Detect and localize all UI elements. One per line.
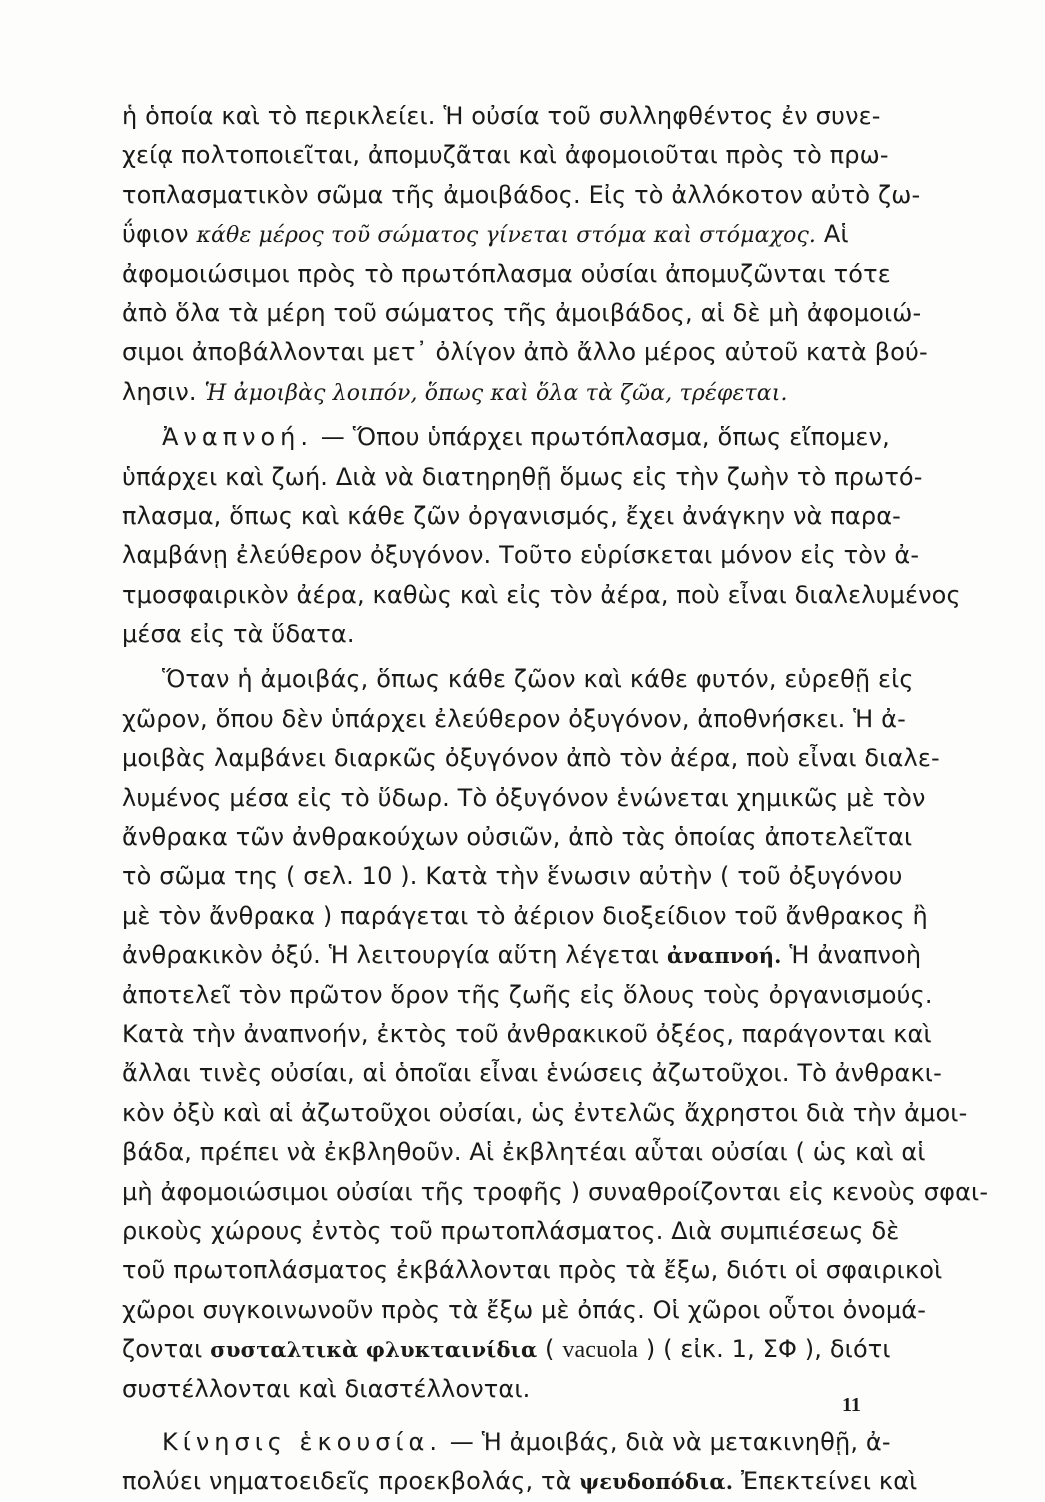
text-line bbox=[122, 458, 923, 497]
text-line bbox=[122, 739, 940, 778]
text-run: μοιβὰς λαμβάνει διαρκῶς ὀξυγόνον ἀπὸ τὸν ἀέρα, ποὺ εἶναι διαλε- bbox=[122, 744, 940, 773]
text-run: κάθε μέρος τοῦ σώματος γίνεται στόμα καὶ στόμαχος. bbox=[196, 223, 817, 249]
text-run: ἡ ὁποία καὶ τὸ περικλείει. Ἡ οὐσία τοῦ συλληφθέντος ἐν συνε- bbox=[122, 102, 881, 130]
text-run: λυμένος μέσα εἰς τὸ ὕδωρ. Τὸ ὀξυγόνον ἑνώνεται χημικῶς μὲ τὸν bbox=[122, 783, 926, 812]
text-run: — Ὅπου ὑπάρχει πρωτόπλασμα, ὅπως εἴπομεν, bbox=[313, 423, 890, 452]
text-run: ἀνθρακικὸν ὀξύ. Ἡ λειτουργία αὕτη λέγεται bbox=[122, 941, 667, 970]
text-line bbox=[122, 255, 894, 294]
text-run: τοπλασματικὸν σῶμα τῆς ἀμοιβάδος. Εἰς τὸ ἀλλόκοτον αὐτὸ ζω- bbox=[122, 180, 921, 209]
text-line bbox=[122, 1291, 927, 1330]
text-run: ζονται bbox=[122, 1335, 211, 1364]
text-run: Ἡ ἀμοιβὰς λοιπόν, ὅπως καὶ ὅλα τὰ ζῶα, τρέφεται. bbox=[204, 380, 788, 406]
text-line bbox=[122, 97, 894, 136]
text-run: ( bbox=[537, 1335, 563, 1364]
text-line bbox=[122, 779, 926, 818]
text-run: Αἱ bbox=[816, 220, 849, 249]
text-line bbox=[122, 1462, 918, 1501]
text-line bbox=[122, 1094, 968, 1133]
text-run: συσταλτικὰ φλυκταινίδια bbox=[210, 1337, 538, 1363]
page-number: 11 bbox=[842, 1394, 861, 1416]
text-line bbox=[122, 1330, 894, 1369]
text-run: ἄνθρακα τῶν ἀνθρακούχων οὐσιῶν, ἀπὸ τὰς ὁποίας ἀποτελεῖται bbox=[122, 823, 913, 852]
text-line bbox=[122, 897, 928, 936]
text-run: ΰφιον bbox=[122, 220, 197, 249]
text-line bbox=[122, 1173, 989, 1212]
text-line bbox=[122, 536, 920, 575]
text-run: λησιν. bbox=[122, 377, 205, 406]
text-run: μὴ ἀφομοιώσιμοι οὐσίαι τῆς τροφῆς ) συναθροίζονται εἰς κενοὺς σφαι- bbox=[122, 1177, 989, 1206]
text-run: κὸν ὀξὺ καὶ αἱ ἀζωτοῦχοι οὐσίαι, ὡς ἐντελῶς ἄχρηστοι διὰ τὴν ἀμοι- bbox=[122, 1098, 968, 1127]
text-line bbox=[122, 1054, 942, 1093]
text-run: ἀφομοιώσιμοι πρὸς τὸ πρωτόπλασμα οὐσίαι ἀπομυζῶνται τότε bbox=[122, 259, 891, 288]
body-text bbox=[122, 97, 989, 1502]
text-line bbox=[122, 857, 903, 896]
text-run: συστέλλονται καὶ διαστέλλονται. bbox=[122, 1374, 531, 1403]
text-run: Ἀναπνοή. bbox=[162, 423, 314, 452]
text-run: τὸ σῶμα της ( σελ. 10 ). Κατὰ τὴν ἕνωσιν αὐτὴν ( τοῦ ὀξυγόνου bbox=[122, 862, 903, 891]
text-line bbox=[122, 1133, 926, 1172]
text-line bbox=[122, 1212, 900, 1251]
text-run: Ἐπεκτείνει καὶ bbox=[733, 1467, 918, 1496]
text-run: ὑπάρχει καὶ ζωή. Διὰ νὰ διατηρηθῇ ὅμως εἰς τὴν ζωὴν τὸ πρωτό- bbox=[122, 462, 923, 491]
text-run: πολύει νηματοειδεῖς προεκβολάς, τὰ bbox=[122, 1467, 580, 1496]
text-line bbox=[122, 936, 922, 975]
text-run: ψευδοπόδια. bbox=[579, 1469, 734, 1495]
text-run: μέσα εἰς τὰ ὕδατα. bbox=[122, 620, 355, 649]
text-line bbox=[122, 615, 894, 654]
text-line bbox=[122, 1015, 932, 1054]
text-run: τοῦ πρωτοπλάσματος ἐκβάλλονται πρὸς τὰ ἔξω, διότι οἱ σφαιρικοὶ bbox=[122, 1256, 943, 1285]
text-line bbox=[122, 215, 894, 254]
text-run: ἄλλαι τινὲς οὐσίαι, αἱ ὁποῖαι εἶναι ἑνώσεις ἀζωτοῦχοι. Τὸ ἀνθρακι- bbox=[122, 1059, 942, 1088]
text-run: — Ἡ ἀμοιβάς, διὰ νὰ μετακινηθῇ, ἀ- bbox=[442, 1427, 891, 1456]
text-line bbox=[122, 1251, 943, 1290]
text-run: ἀναπνοή. bbox=[666, 943, 782, 969]
text-run: Κατὰ τὴν ἀναπνοήν, ἐκτὸς τοῦ ἀνθρακικοῦ ὀξέος, παράγονται καὶ bbox=[122, 1019, 932, 1048]
text-line bbox=[122, 176, 921, 215]
text-run: τμοσφαιρικὸν ἀέρα, καθὼς καὶ εἰς τὸν ἀέρα, ποὺ εἶναι διαλελυμένος bbox=[122, 580, 961, 609]
text-run: ἀποτελεῖ τὸν πρῶτον ὅρον τῆς ζωῆς εἰς ὅλους τοὺς ὀργανισμούς. bbox=[122, 980, 933, 1009]
text-run: λαμβάνῃ ἐλεύθερον ὀξυγόνον. Τοῦτο εὑρίσκεται μόνον εἰς τὸν ἀ- bbox=[122, 541, 920, 570]
text-line bbox=[122, 373, 894, 412]
text-line bbox=[122, 1423, 894, 1462]
text-run: πλασμα, ὅπως καὶ κάθε ζῶν ὀργανισμός, ἔχει ἀνάγκην νὰ παρα- bbox=[122, 501, 901, 530]
text-line bbox=[122, 497, 901, 536]
text-run: σιμοι ἀποβάλλονται μετ᾽ ὀλίγον ἀπὸ ἄλλο μέρος αὐτοῦ κατὰ βού- bbox=[122, 338, 928, 367]
text-line bbox=[122, 294, 922, 333]
text-run: Ἡ ἀναπνοὴ bbox=[781, 941, 922, 970]
text-line bbox=[122, 660, 914, 699]
text-run: βάδα, πρέπει νὰ ἐκβληθοῦν. Αἱ ἐκβλητέαι αὗται οὐσίαι ( ὡς καὶ αἱ bbox=[122, 1138, 926, 1167]
text-line bbox=[122, 333, 928, 372]
text-run: Κίνησις ἑκουσία. bbox=[162, 1427, 442, 1456]
text-run: χῶρον, ὅπου δὲν ὑπάρχει ἐλεύθερον ὀξυγόνον, ἀποθνήσκει. Ἡ ἀ- bbox=[122, 704, 906, 733]
text-run: μὲ τὸν ἄνθρακα ) παράγεται τὸ ἀέριον διοξείδιον τοῦ ἄνθρακος ἢ bbox=[122, 901, 928, 930]
text-line bbox=[122, 976, 933, 1015]
text-run: ρικοὺς χώρους ἐντὸς τοῦ πρωτοπλάσματος. Διὰ συμπιέσεως δὲ bbox=[122, 1216, 900, 1245]
text-line bbox=[122, 1370, 894, 1409]
text-run: χείᾳ πολτοποιεῖται, ἀπομυζᾶται καὶ ἀφομοιοῦται πρὸς τὸ πρω- bbox=[122, 141, 889, 170]
text-run: ) ( εἰκ. 1, ΣΦ ), διότι bbox=[638, 1335, 891, 1364]
text-line bbox=[122, 818, 913, 857]
text-run: Ὅταν ἡ ἀμοιβάς, ὅπως κάθε ζῶον καὶ κάθε φυτόν, εὑρεθῇ εἰς bbox=[162, 665, 914, 694]
text-line bbox=[122, 700, 906, 739]
text-run: vacuola bbox=[562, 1337, 639, 1364]
text-run: ἀπὸ ὅλα τὰ μέρη τοῦ σώματος τῆς ἀμοιβάδος, αἱ δὲ μὴ ἀφομοιώ- bbox=[122, 298, 922, 327]
text-run: χῶροι συγκοινωνοῦν πρὸς τὰ ἔξω μὲ ὀπάς. Οἱ χῶροι οὗτοι ὀνομά- bbox=[122, 1295, 927, 1324]
text-line bbox=[122, 136, 894, 175]
text-line bbox=[122, 576, 961, 615]
text-line bbox=[122, 418, 894, 457]
